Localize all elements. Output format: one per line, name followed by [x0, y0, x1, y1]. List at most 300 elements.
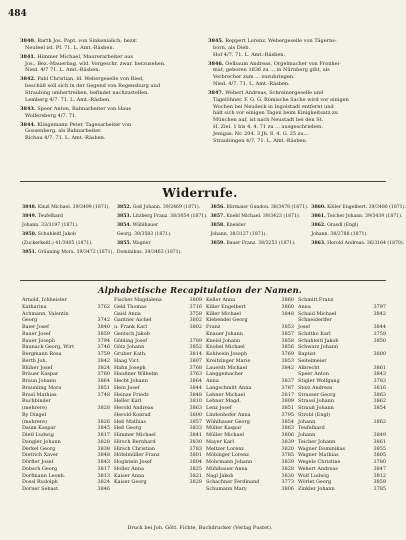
recap-name: Anna: [298, 303, 311, 310]
recap-name: Göbling Josef: [114, 337, 148, 344]
notice-number: 3841.: [20, 53, 36, 60]
recap-page-ref: 3854: [281, 418, 294, 425]
recap-entry: [206, 331, 294, 338]
recap-entry: [114, 452, 202, 459]
withdrawal-name: Wühlhauer: [132, 222, 159, 228]
withdrawal-number: 3862.: [311, 222, 326, 228]
recap-entry: [114, 304, 202, 311]
recap-name: Schuhleitl Jakob: [298, 337, 339, 344]
recap-name: Katharina: [22, 303, 47, 310]
recap-page-ref: 3816: [373, 384, 386, 391]
recap-name: u. Frank Karl: [114, 324, 148, 330]
recap-name: Haag Vict.: [114, 357, 141, 364]
withdrawal-reference: 39/3480 (1871).: [368, 205, 406, 210]
notice-entry: [208, 61, 386, 88]
recap-entry: [114, 344, 202, 351]
recap-name: Dobsch Georg: [22, 465, 58, 472]
withdrawal-entry: [22, 223, 114, 229]
withdrawal-name: Teufelhard: [37, 213, 63, 219]
withdrawal-number: 3852.: [116, 205, 132, 210]
recap-name: Lauerdt Michael: [206, 364, 248, 371]
recap-entry: [206, 432, 294, 439]
notice-text: H. Ziel. 1 bis 4. 4. 71 zu ... ausgeschrieben.: [213, 123, 323, 130]
withdrawal-entry: [117, 223, 208, 229]
recap-entry: [206, 385, 294, 392]
recap-name: Albrecht: [298, 364, 320, 371]
notice-text: Oelbaum Andreas, Orgelmacher von Fronhei-: [225, 60, 341, 67]
notice-line: [208, 138, 386, 145]
notice-line: [208, 45, 386, 52]
notice-text: Himmer Michael, Maurerarbeiter aus: [37, 53, 134, 60]
recap-name: Kneisl Johann: [206, 337, 241, 344]
withdrawal-number: 3854.: [116, 222, 132, 228]
recap-page-ref: 3845: [97, 425, 110, 432]
recap-name: Achmann, Valentin: [22, 310, 69, 317]
recap-name: Wörlet Georg: [298, 479, 332, 486]
notice-line: [208, 81, 386, 88]
recap-page-ref: 3768: [189, 364, 202, 371]
notice-entry: [208, 90, 386, 144]
withdrawal-entry: [311, 232, 406, 238]
recap-entry: [298, 432, 386, 439]
recap-entry: [114, 479, 202, 486]
withdrawal-column: [117, 205, 208, 275]
withdrawal-column: [22, 205, 114, 275]
withdrawal-column: [210, 205, 308, 275]
withdrawal-name: Gräuning Mora.: [37, 249, 76, 255]
recap-entry: [22, 432, 110, 439]
withdrawal-number: 3848.: [22, 205, 37, 210]
recap-page-ref: 3864: [97, 378, 110, 384]
recap-page-ref: 3783: [189, 445, 202, 452]
recap-entry: [114, 432, 202, 439]
recap-page-ref: 3853: [281, 324, 294, 330]
recap-name: Hein Josef: [114, 384, 140, 391]
recap-page-ref: 3742: [97, 317, 110, 324]
recap-page-ref: 3759: [97, 351, 110, 357]
recap-name: Strobl (Engl): [298, 411, 331, 418]
recap-name: Georg: [22, 317, 38, 324]
recap-entry: [22, 297, 110, 304]
recap-entry: [206, 398, 294, 405]
recap-page-ref: 3807: [189, 357, 202, 364]
recap-page-ref: 3763: [189, 371, 202, 378]
recap-entry: [22, 479, 110, 486]
notice-line: [208, 67, 386, 74]
withdrawal-number: 3851.: [22, 249, 37, 255]
recap-page-ref: 3801: [189, 452, 202, 459]
divider-rule-top: [20, 181, 386, 182]
recap-page-ref: 3828: [189, 479, 202, 486]
notice-entry: [208, 38, 386, 58]
withdrawal-reference: 39/3439 (1871).: [365, 213, 403, 219]
recap-name: Braunling Mora: [22, 384, 62, 391]
recap-page-ref: 3806: [281, 486, 294, 492]
notice-text: Jos., Bez.-Mauerbag. wld. Vorgeschr. zwar. herzusehen.: [25, 60, 166, 67]
recap-entry: [22, 412, 110, 419]
recap-page-ref: 3858: [281, 337, 294, 344]
recap-name: Hirsch Christian: [114, 445, 156, 452]
withdrawal-name: Johann.: [22, 222, 40, 228]
recap-name: Schachner Ferdinand: [206, 479, 260, 486]
recap-name: Lenz Josef: [206, 405, 232, 411]
recap-entry: [298, 425, 386, 432]
recap-page-ref: 3848: [189, 391, 202, 398]
notice-line: [20, 106, 200, 113]
printer-footer: Druck bei Joh. Gött. Fichte, Buchdrucker (Verlag Pustet).: [127, 525, 273, 531]
recap-page-ref: 3855: [373, 445, 386, 452]
recap-page-ref: 3785: [373, 486, 386, 492]
recap-name: Klebendel Georg: [206, 317, 248, 324]
recap-entry: [298, 297, 386, 304]
notice-line: [208, 131, 386, 138]
withdrawal-name: (Zuckerkeitl.): [22, 240, 54, 246]
recap-name: Arnold, Ichheister: [22, 297, 67, 303]
notice-line: [20, 45, 200, 52]
recap-entry: [298, 439, 386, 446]
recap-entry: [22, 419, 110, 426]
recap-entry: [22, 317, 110, 324]
recap-page-ref: 3780: [373, 459, 386, 465]
recap-page-ref: 3826: [97, 418, 110, 425]
recap-name: Gantner Aichel: [114, 317, 152, 324]
withdrawal-column: [311, 205, 406, 275]
recap-entry: [22, 459, 110, 466]
recap-page-ref: 3839: [281, 438, 294, 445]
recap-entry: [206, 338, 294, 345]
recap-page-ref: 3795: [281, 411, 294, 418]
recap-name: Wegele Christine: [298, 459, 341, 465]
recap-page-ref: 3833: [189, 425, 202, 432]
recap-entry: [298, 412, 386, 419]
withdrawal-name: Herold Andreas.: [327, 240, 366, 246]
recap-name: Dorner Sebast.: [22, 486, 60, 492]
recap-name: Herold Konrad: [114, 411, 151, 418]
recap-entry: [114, 466, 202, 473]
recap-heading: Alphabetische Recapitulation der Namen.: [97, 285, 303, 295]
notices-right-column: [208, 38, 386, 147]
recap-name: Dangler Johann: [22, 438, 61, 445]
withdrawal-reference: 39/2469 (1871).: [162, 205, 201, 210]
notice-entry: [20, 54, 200, 74]
notice-line: [208, 38, 386, 45]
recap-name: (mehrere): [22, 405, 47, 411]
recap-name: Holler Anna: [114, 465, 144, 472]
withdrawal-entry: [117, 214, 208, 220]
notice-text: Tagelöhner. F. G. G. Römische Sache wird vor einigen: [213, 96, 349, 103]
recap-page-ref: 3797: [373, 303, 386, 310]
withdrawal-name: Wagner: [132, 240, 151, 246]
notice-text: Neufeel ist. Pf. 71. L. Amt.-Räsben.: [25, 44, 115, 51]
notice-line: [20, 54, 200, 61]
notice-line: [208, 117, 386, 124]
notice-line: [208, 124, 386, 131]
recap-name: Berth Joh.: [22, 357, 48, 364]
recap-name: Müller Michael: [206, 432, 244, 438]
notice-text: Wochen bei Neudeck in Ingolstadt entfernt und: [213, 103, 334, 110]
notice-text: München auf, ist nach Neustadt bei den St.: [213, 117, 324, 124]
notice-text: Lemberg 4/7. 71. L. Amt.-Räsben.: [25, 96, 111, 103]
recap-name: Möbinger Lorenz: [206, 452, 249, 459]
recap-page-ref: 3857: [281, 330, 294, 337]
recap-entry: [298, 473, 386, 480]
recap-name: Knauer Johann: [206, 330, 243, 337]
withdrawal-reference: 38/3127 (1871).: [229, 231, 267, 237]
withdrawal-number: 3856.: [210, 205, 225, 210]
recap-page-ref: 3837: [281, 378, 294, 384]
withdrawal-name: Georg.: [116, 231, 133, 237]
recap-name: Nagl Jakob: [206, 472, 234, 479]
recap-column: [22, 297, 110, 525]
notice-text: Richau 4/7. 71. L. Amt.-Räsben.: [25, 135, 106, 142]
recap-entry: [114, 358, 202, 365]
withdrawal-number: 3863.: [311, 240, 326, 246]
notice-line: [208, 61, 386, 68]
recap-entry: [298, 331, 386, 338]
recap-entry: [298, 358, 386, 365]
recap-page-ref: 3860: [281, 303, 294, 310]
withdrawal-name: Johann.: [311, 231, 329, 237]
recap-entry: [298, 452, 386, 459]
recap-page-ref: 3769: [281, 351, 294, 357]
notice-text: Straubing umhertreiben, befindet nachzustellen.: [25, 89, 149, 96]
recap-name: Schittko Karl: [298, 330, 331, 337]
withdrawal-name: Schuhleitl Jakob: [37, 231, 76, 237]
notice-text: Klingemann Peter, Tagesarbeiter von: [37, 121, 132, 128]
notice-line: [20, 122, 200, 129]
notice-text: mat, geboren 1836 zu ... in Nürnberg gibt, als: [213, 67, 330, 74]
recap-name: Heß Georg: [114, 425, 142, 432]
notice-number: 3845.: [208, 38, 224, 44]
withdrawal-reference: 39/3472 (1871).: [76, 249, 114, 255]
recap-page-ref: 3851: [281, 405, 294, 411]
recap-name: Kaiser Anna: [114, 472, 145, 479]
recap-entry: [22, 446, 110, 453]
withdrawal-reference: 39/3423 (1871).: [262, 213, 301, 219]
withdrawal-name: Knebl Michael.: [226, 213, 262, 219]
recap-entry: [206, 459, 294, 466]
recap-name: Anna: [206, 378, 219, 384]
recap-name: Zinkler Johann: [298, 486, 335, 492]
recap-page-ref: 3809: [189, 297, 202, 303]
recap-entry: [22, 439, 110, 446]
recap-entry: [22, 371, 110, 378]
recap-page-ref: 3762: [97, 303, 110, 310]
recap-name: Baier Josef: [22, 324, 49, 330]
recap-entry: [206, 425, 294, 432]
recap-entry: [22, 392, 110, 399]
recap-name: Hoglstein Josef: [114, 459, 152, 465]
recap-name: Dossl Rudolph: [22, 479, 58, 486]
recap-name: Lehner Magd.: [206, 398, 241, 405]
withdrawal-entry: [210, 223, 308, 229]
notice-line: [20, 128, 200, 135]
recap-page-ref: 3861: [373, 438, 386, 445]
notice-text: Wolfersberg 4/7. 71.: [25, 112, 77, 119]
recap-entry: [298, 324, 386, 331]
notice-line: [208, 104, 386, 111]
notice-entry: [20, 38, 200, 52]
withdrawal-name: Köller Engelbert.: [327, 205, 368, 210]
recap-page-ref: 3810: [189, 398, 202, 405]
recap-entry: [206, 486, 294, 493]
withdrawal-entry: [311, 223, 406, 229]
recap-entry: [114, 419, 202, 426]
recap-page-ref: 3848: [281, 310, 294, 317]
notice-entry: [20, 122, 200, 142]
recap-name: Bauer Josef: [22, 330, 51, 337]
recap-entry: [206, 378, 294, 385]
recap-name: Wühlhauer Georg: [206, 418, 250, 425]
recap-entry: [114, 473, 202, 480]
notice-text: Nied. 4/7 71. L. Amt.-Räsben.: [25, 67, 101, 74]
recap-name: Schaid Michael: [298, 310, 337, 317]
recap-name: Mohrmann Johann: [206, 459, 253, 465]
withdrawal-number: 3861.: [311, 213, 326, 219]
recap-entry: [22, 331, 110, 338]
recap-entry: [22, 338, 110, 345]
recap-page-ref: 3843: [373, 371, 386, 378]
recap-entry: [206, 479, 294, 486]
recap-name: Wagner Dominikus: [298, 445, 345, 452]
recap-name: Heinze Friedr.: [114, 391, 150, 398]
recap-name: Götz Johann: [114, 344, 145, 351]
recap-entry: [114, 324, 202, 331]
recap-page-ref: 3814: [189, 351, 202, 357]
recap-name: Franz: [206, 324, 221, 330]
recap-entry: [22, 473, 110, 480]
withdrawal-number: 3850.: [22, 231, 37, 237]
recap-entry: [22, 425, 110, 432]
recap-entry: [114, 317, 202, 324]
recap-page-ref: 3852: [189, 344, 202, 351]
recap-name: Johann: [298, 432, 316, 438]
recap-name: Hecht Johann: [114, 378, 148, 384]
recap-entry: [298, 304, 386, 311]
recap-page-ref: 3760: [97, 371, 110, 378]
recap-name: Heller Karl: [114, 398, 142, 405]
recap-entry: [298, 479, 386, 486]
withdrawal-list: [22, 205, 406, 275]
recap-name: Geld Thomas: [114, 303, 147, 310]
withdrawal-entry: [117, 232, 208, 238]
notice-number: 3846.: [208, 60, 224, 67]
notice-text: Gossenberg, als Bahnarbeiter.: [25, 128, 102, 135]
recap-entry: [206, 405, 294, 412]
recap-entry: [298, 351, 386, 358]
recap-page-ref: 3851: [97, 384, 110, 391]
page-number: 484: [8, 9, 27, 19]
recap-name: Wehert Andreas: [298, 465, 338, 472]
recap-entry: [298, 378, 386, 385]
recap-entry: [114, 405, 202, 412]
recap-name: Brasl Mathias: [22, 391, 57, 398]
recap-name: Hirsch Bernhard: [114, 438, 156, 445]
recap-entry: [22, 452, 110, 459]
recap-page-ref: 3847: [373, 465, 386, 472]
recap-name: Müller Kaspar: [206, 425, 242, 432]
recap-name: Speer Anton: [298, 371, 329, 378]
recap-entry: [206, 473, 294, 480]
notice-line: [20, 113, 200, 120]
withdrawal-heading: Widerrufe.: [162, 186, 238, 200]
recap-entry: [298, 446, 386, 453]
recap-page-ref: 3758: [189, 310, 202, 317]
recap-page-ref: 3857: [189, 418, 202, 425]
recap-entry: [298, 371, 386, 378]
recap-entry: [298, 398, 386, 405]
notices-left-column: [20, 38, 200, 144]
notice-number: 3847.: [208, 89, 224, 96]
recap-page-ref: 3802: [189, 324, 202, 330]
notice-text: Hof 4/7. 71. L. Amt.-Räsben.: [213, 51, 286, 58]
recap-page-ref: 3863: [189, 405, 202, 411]
notice-entry: [20, 76, 200, 103]
recap-entry: [114, 398, 202, 405]
recap-page-ref: 3824: [97, 364, 110, 371]
recap-entry: [114, 371, 202, 378]
withdrawal-entry: [22, 232, 114, 238]
recap-name: Schumann Mary: [206, 486, 247, 492]
notice-text: Verbrecher zum ... zuzubringen.: [213, 74, 295, 81]
recap-page-ref: 3806: [281, 432, 294, 438]
withdrawal-entry: [117, 241, 208, 247]
recap-name: Langgemacher: [206, 371, 244, 378]
withdrawal-entry: [210, 214, 308, 220]
recap-page-ref: 3802: [189, 317, 202, 324]
recap-name: Stigler Wolfgang: [298, 378, 340, 384]
recap-entry: [22, 358, 110, 365]
recap-name: Derkel Georg: [22, 445, 56, 452]
recap-page-ref: 3859: [97, 330, 110, 337]
recap-entry: [206, 466, 294, 473]
withdrawal-entry: [117, 250, 208, 256]
recap-entry: [114, 385, 202, 392]
recap-index: [22, 297, 386, 525]
recap-page-ref: 3716: [189, 303, 202, 310]
recap-entry: [206, 351, 294, 358]
recap-entry: [298, 338, 386, 345]
recap-page-ref: 3863: [281, 425, 294, 432]
recap-name: Baptist: [298, 351, 316, 357]
recap-page-ref: 3848: [97, 452, 110, 459]
recap-page-ref: 3844: [189, 384, 202, 391]
recap-entry: [206, 317, 294, 324]
recap-page-ref: 3839: [281, 459, 294, 465]
recap-page-ref: 3746: [97, 344, 110, 351]
recap-name: Knobel Michael: [206, 344, 245, 351]
notice-line: [20, 135, 200, 142]
recap-page-ref: 3800: [189, 411, 202, 418]
recap-name: Blüher Josef: [22, 364, 53, 371]
recap-entry: [206, 324, 294, 331]
withdrawal-entry: [22, 214, 114, 220]
recap-page-ref: 3864: [189, 378, 202, 384]
withdrawal-number: 3853.: [116, 213, 132, 219]
recap-entry: [206, 297, 294, 304]
withdrawal-number: 3858.: [210, 222, 225, 228]
withdrawal-name: Kneisler: [226, 222, 246, 228]
recap-page-ref: 3824: [97, 479, 110, 486]
withdrawal-number: 3859.: [210, 240, 225, 246]
recap-page-ref: 3817: [281, 391, 294, 398]
recap-name: Schmitt Franz: [298, 297, 334, 303]
recap-name: Wagner Mathias: [298, 452, 339, 459]
recap-page-ref: 3830: [281, 472, 294, 479]
notice-line: [20, 90, 200, 97]
recap-page-ref: 3828: [281, 465, 294, 472]
notice-text: Jenigas. Nr. 204. 3 Jh. 8. 4. G. 25 zu...: [213, 130, 309, 137]
